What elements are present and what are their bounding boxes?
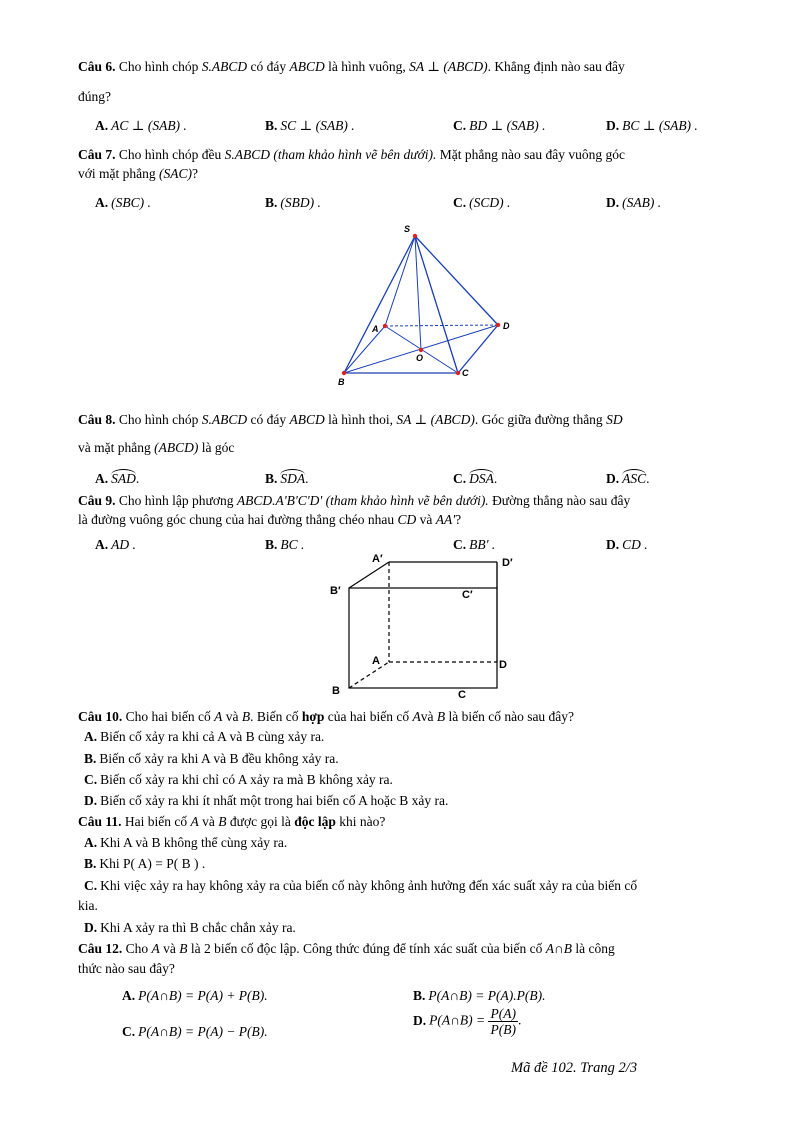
q7-option-a[interactable]: A. (SBC) .	[95, 195, 151, 210]
q6-line2: đúng?	[78, 89, 111, 104]
q11-label: Câu 11.	[78, 814, 122, 829]
q10-option-a[interactable]: A. Biến cố xảy ra khi cả A và B cùng xảy ra.	[84, 729, 325, 744]
q6-line1: Câu 6. Cho hình chóp S.ABCD có đáy ABCD là hình vuông, SA ⊥ (ABCD). Khẳng định nào sau đây	[78, 59, 625, 74]
q10-option-b[interactable]: B. Biến cố xảy ra khi A và B đều không xảy ra.	[84, 751, 339, 766]
edge-ad	[385, 325, 498, 326]
q12-option-d[interactable]: D. P(A∩B) = $\frac{P(A)}{P(B)}$ .	[413, 1006, 522, 1037]
label-c: C	[462, 368, 469, 378]
q11-line1: Câu 11. Hai biến cố A và B được gọi là độc lập khi nào?	[78, 814, 386, 829]
q9-option-b[interactable]: B. BC .	[265, 537, 305, 552]
q9-line2: là đường vuông góc chung của hai đường thẳng chéo nhau CD và AA'?	[78, 512, 462, 527]
front-face	[349, 588, 497, 688]
point-o	[419, 348, 423, 352]
q12-option-a[interactable]: A. P(A∩B) = P(A) + P(B).	[122, 988, 268, 1003]
edge-sd	[415, 236, 498, 325]
q11-option-b[interactable]: B. Khi P( A) = P( B ) .	[84, 856, 206, 871]
q10-label: Câu 10.	[78, 709, 123, 724]
q12-option-b[interactable]: B. P(A∩B) = P(A).P(B).	[413, 988, 546, 1003]
q7-option-b[interactable]: B. (SBD) .	[265, 195, 321, 210]
point-s	[413, 234, 417, 238]
point-c	[456, 371, 460, 375]
edge-sb	[344, 236, 415, 373]
label-b: B	[338, 377, 345, 387]
q9-line1: Câu 9. Cho hình lập phương ABCD.A'B'C'D' (tham khảo hình vẽ bên dưới). Đường thẳng nào sau đây	[78, 493, 631, 508]
label-a-cube: A	[372, 655, 380, 667]
label-d: D	[503, 321, 510, 331]
q8-line1: Câu 8. Cho hình chóp S.ABCD có đáy ABCD là hình thoi, SA ⊥ (ABCD). Góc giữa đường thẳng SD	[78, 412, 623, 427]
q6-label: Câu 6.	[78, 59, 116, 74]
edge-b-a	[349, 662, 389, 688]
q8-option-d[interactable]: D. ASC.	[606, 471, 650, 486]
q12-line2: thức nào sau đây?	[78, 961, 175, 976]
q6-option-b[interactable]: B. SC ⊥ (SAB) .	[265, 118, 355, 133]
page-footer: Mã đề 102. Trang 2/3	[511, 1060, 638, 1076]
label-o: O	[416, 353, 424, 363]
q10-option-c[interactable]: C. Biến cố xảy ra khi chỉ có A xảy ra mà B không xảy ra.	[84, 772, 393, 787]
q8-option-c[interactable]: C. DSA.	[453, 471, 498, 486]
q8-option-b[interactable]: B. SDA.	[265, 471, 309, 486]
q6-option-a[interactable]: A. AC ⊥ (SAB) .	[95, 118, 187, 133]
point-a	[383, 324, 387, 328]
label-d-cube: D	[499, 659, 507, 671]
q7-line2: với mặt phẳng (SAC)?	[78, 166, 198, 181]
fraction: $\frac{P(A)}{P(B)}$	[490, 1006, 516, 1037]
edge-cd	[458, 325, 498, 373]
q9-option-a[interactable]: A. AD .	[95, 537, 136, 552]
cube-figure	[325, 552, 525, 702]
pyramid-figure	[330, 220, 520, 390]
q9-option-c[interactable]: C. BB' .	[453, 537, 496, 552]
q11-option-c-cont: kia.	[78, 898, 98, 913]
q9-option-d[interactable]: D. CD .	[606, 537, 648, 552]
label-ap: A′	[372, 553, 383, 565]
q7-line1: Câu 7. Cho hình chóp đều S.ABCD (tham khảo hình vẽ bên dưới). Mặt phẳng nào sau đây vuông góc	[78, 147, 626, 162]
q6-option-c[interactable]: C. BD ⊥ (SAB) .	[453, 118, 546, 133]
edge-bp-ap	[349, 562, 389, 588]
q7-option-d[interactable]: D. (SAB) .	[606, 195, 662, 210]
label-b-cube: B	[332, 685, 340, 697]
q7-label: Câu 7.	[78, 147, 116, 162]
label-bp: B′	[330, 585, 341, 597]
q8-line2: và mặt phẳng (ABCD) là góc	[78, 440, 235, 455]
point-d	[496, 323, 500, 327]
label-dp: D′	[502, 557, 513, 569]
q11-option-d[interactable]: D. Khi A xảy ra thì B chắc chắn xảy ra.	[84, 920, 296, 935]
point-b	[342, 371, 346, 375]
q8-option-a[interactable]: A. SAD.	[95, 471, 140, 486]
q11-option-a[interactable]: A. Khi A và B không thể cùng xảy ra.	[84, 835, 288, 850]
label-c-cube: C	[458, 689, 466, 701]
q9-label: Câu 9.	[78, 493, 116, 508]
q7-option-c[interactable]: C. (SCD) .	[453, 195, 511, 210]
label-cp: C′	[462, 589, 473, 601]
q10-line1: Câu 10. Cho hai biến cố A và B. Biến cố hợp của hai biến cố Avà B là biến cố nào sau đây?	[78, 709, 575, 724]
q12-line1: Câu 12. Cho A và B là 2 biến cố độc lập. Công thức đúng để tính xác suất của biến cố A∩B là công	[78, 941, 615, 956]
label-a: A	[372, 324, 379, 334]
q6-option-d[interactable]: D. BC ⊥ (SAB) .	[606, 118, 698, 133]
q8-label: Câu 8.	[78, 412, 116, 427]
q11-option-c[interactable]: C. Khi việc xảy ra hay không xảy ra của biến cố này không ảnh hưởng đến xác suất xảy ra của biến cố	[84, 878, 638, 893]
q12-label: Câu 12.	[78, 941, 123, 956]
q10-option-d[interactable]: D. Biến cố xảy ra khi ít nhất một trong hai biến cố A hoặc B xảy ra.	[84, 793, 449, 808]
label-s: S	[404, 224, 411, 234]
q12-option-c[interactable]: C. P(A∩B) = P(A) − P(B).	[122, 1024, 268, 1039]
edge-sa	[385, 236, 415, 326]
